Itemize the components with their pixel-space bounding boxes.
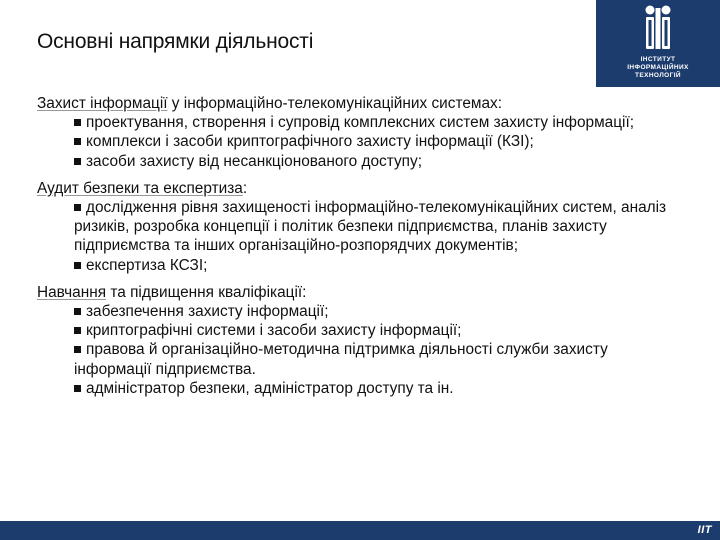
list-item — [74, 113, 677, 132]
square-bullet-icon — [74, 204, 81, 211]
footer-bar — [0, 521, 720, 540]
list-item-text: адміністратор безпеки, адміністратор доступу та ін. — [86, 379, 454, 397]
institute-emblem-icon — [643, 4, 673, 50]
footer-logo: IIT — [697, 524, 712, 536]
heading-underlined: Захист інформації — [37, 95, 168, 112]
section-heading — [37, 94, 677, 113]
section-heading — [37, 283, 677, 302]
list-item — [74, 152, 677, 171]
list-item-text: проектування, створення і супровід комплексних систем захисту інформації; — [86, 114, 635, 132]
heading-underlined: Аудит безпеки та експертиза — [37, 179, 243, 197]
list-item-text: засоби захисту від несанкціонованого доступу; — [86, 152, 422, 170]
square-bullet-icon — [74, 308, 81, 315]
list-item-text: комплекси і засоби криптографічного захисту інформації (КЗІ); — [86, 133, 534, 151]
heading-rest: у інформаційно-телекомунікаційних системах: — [167, 95, 502, 112]
square-bullet-icon — [74, 119, 81, 126]
list-item-text: забезпечення захисту інформації; — [86, 303, 329, 321]
section-security-audit — [37, 179, 677, 275]
section-heading — [37, 179, 677, 198]
list-item-text: правова й організаційно-методична підтримка діяльності служби захисту інформації підприємства. — [74, 341, 608, 378]
logo-line-2: ІНФОРМАЦІЙНИХ — [627, 64, 689, 71]
slide-body — [37, 94, 677, 406]
list-item — [74, 321, 677, 340]
list-item — [74, 379, 677, 398]
list-item — [74, 302, 677, 321]
section-training — [37, 283, 677, 398]
list-item — [74, 256, 677, 275]
list-item — [74, 198, 677, 256]
heading-underlined: Навчання — [37, 283, 107, 301]
list-item — [74, 132, 677, 151]
section-information-security — [37, 94, 677, 171]
square-bullet-icon — [74, 327, 81, 334]
list-item-text: дослідження рівня захищеності інформаційно-телекомунікаційних систем, аналіз ризиків, розробка концепції і політик безпеки підприємства, планів захисту підприємства та інших організаційно-розпорядчих документів; — [74, 199, 667, 255]
square-bullet-icon — [74, 346, 81, 353]
square-bullet-icon — [74, 158, 81, 165]
page-title: Основні напрямки діяльності — [37, 30, 314, 53]
square-bullet-icon — [74, 385, 81, 392]
heading-rest: та підвищення кваліфікації: — [106, 283, 307, 301]
square-bullet-icon — [74, 138, 81, 145]
list-item — [74, 340, 677, 378]
heading-rest: : — [242, 179, 248, 197]
institute-logo — [596, 0, 720, 87]
list-item-text: криптографічні системи і засоби захисту інформації; — [86, 322, 462, 340]
list-item-text: експертиза КСЗІ; — [86, 256, 208, 274]
square-bullet-icon — [74, 262, 81, 269]
logo-line-3: ТЕХНОЛОГІЙ — [634, 72, 681, 79]
logo-line-1: ІНСТИТУТ — [640, 56, 676, 63]
